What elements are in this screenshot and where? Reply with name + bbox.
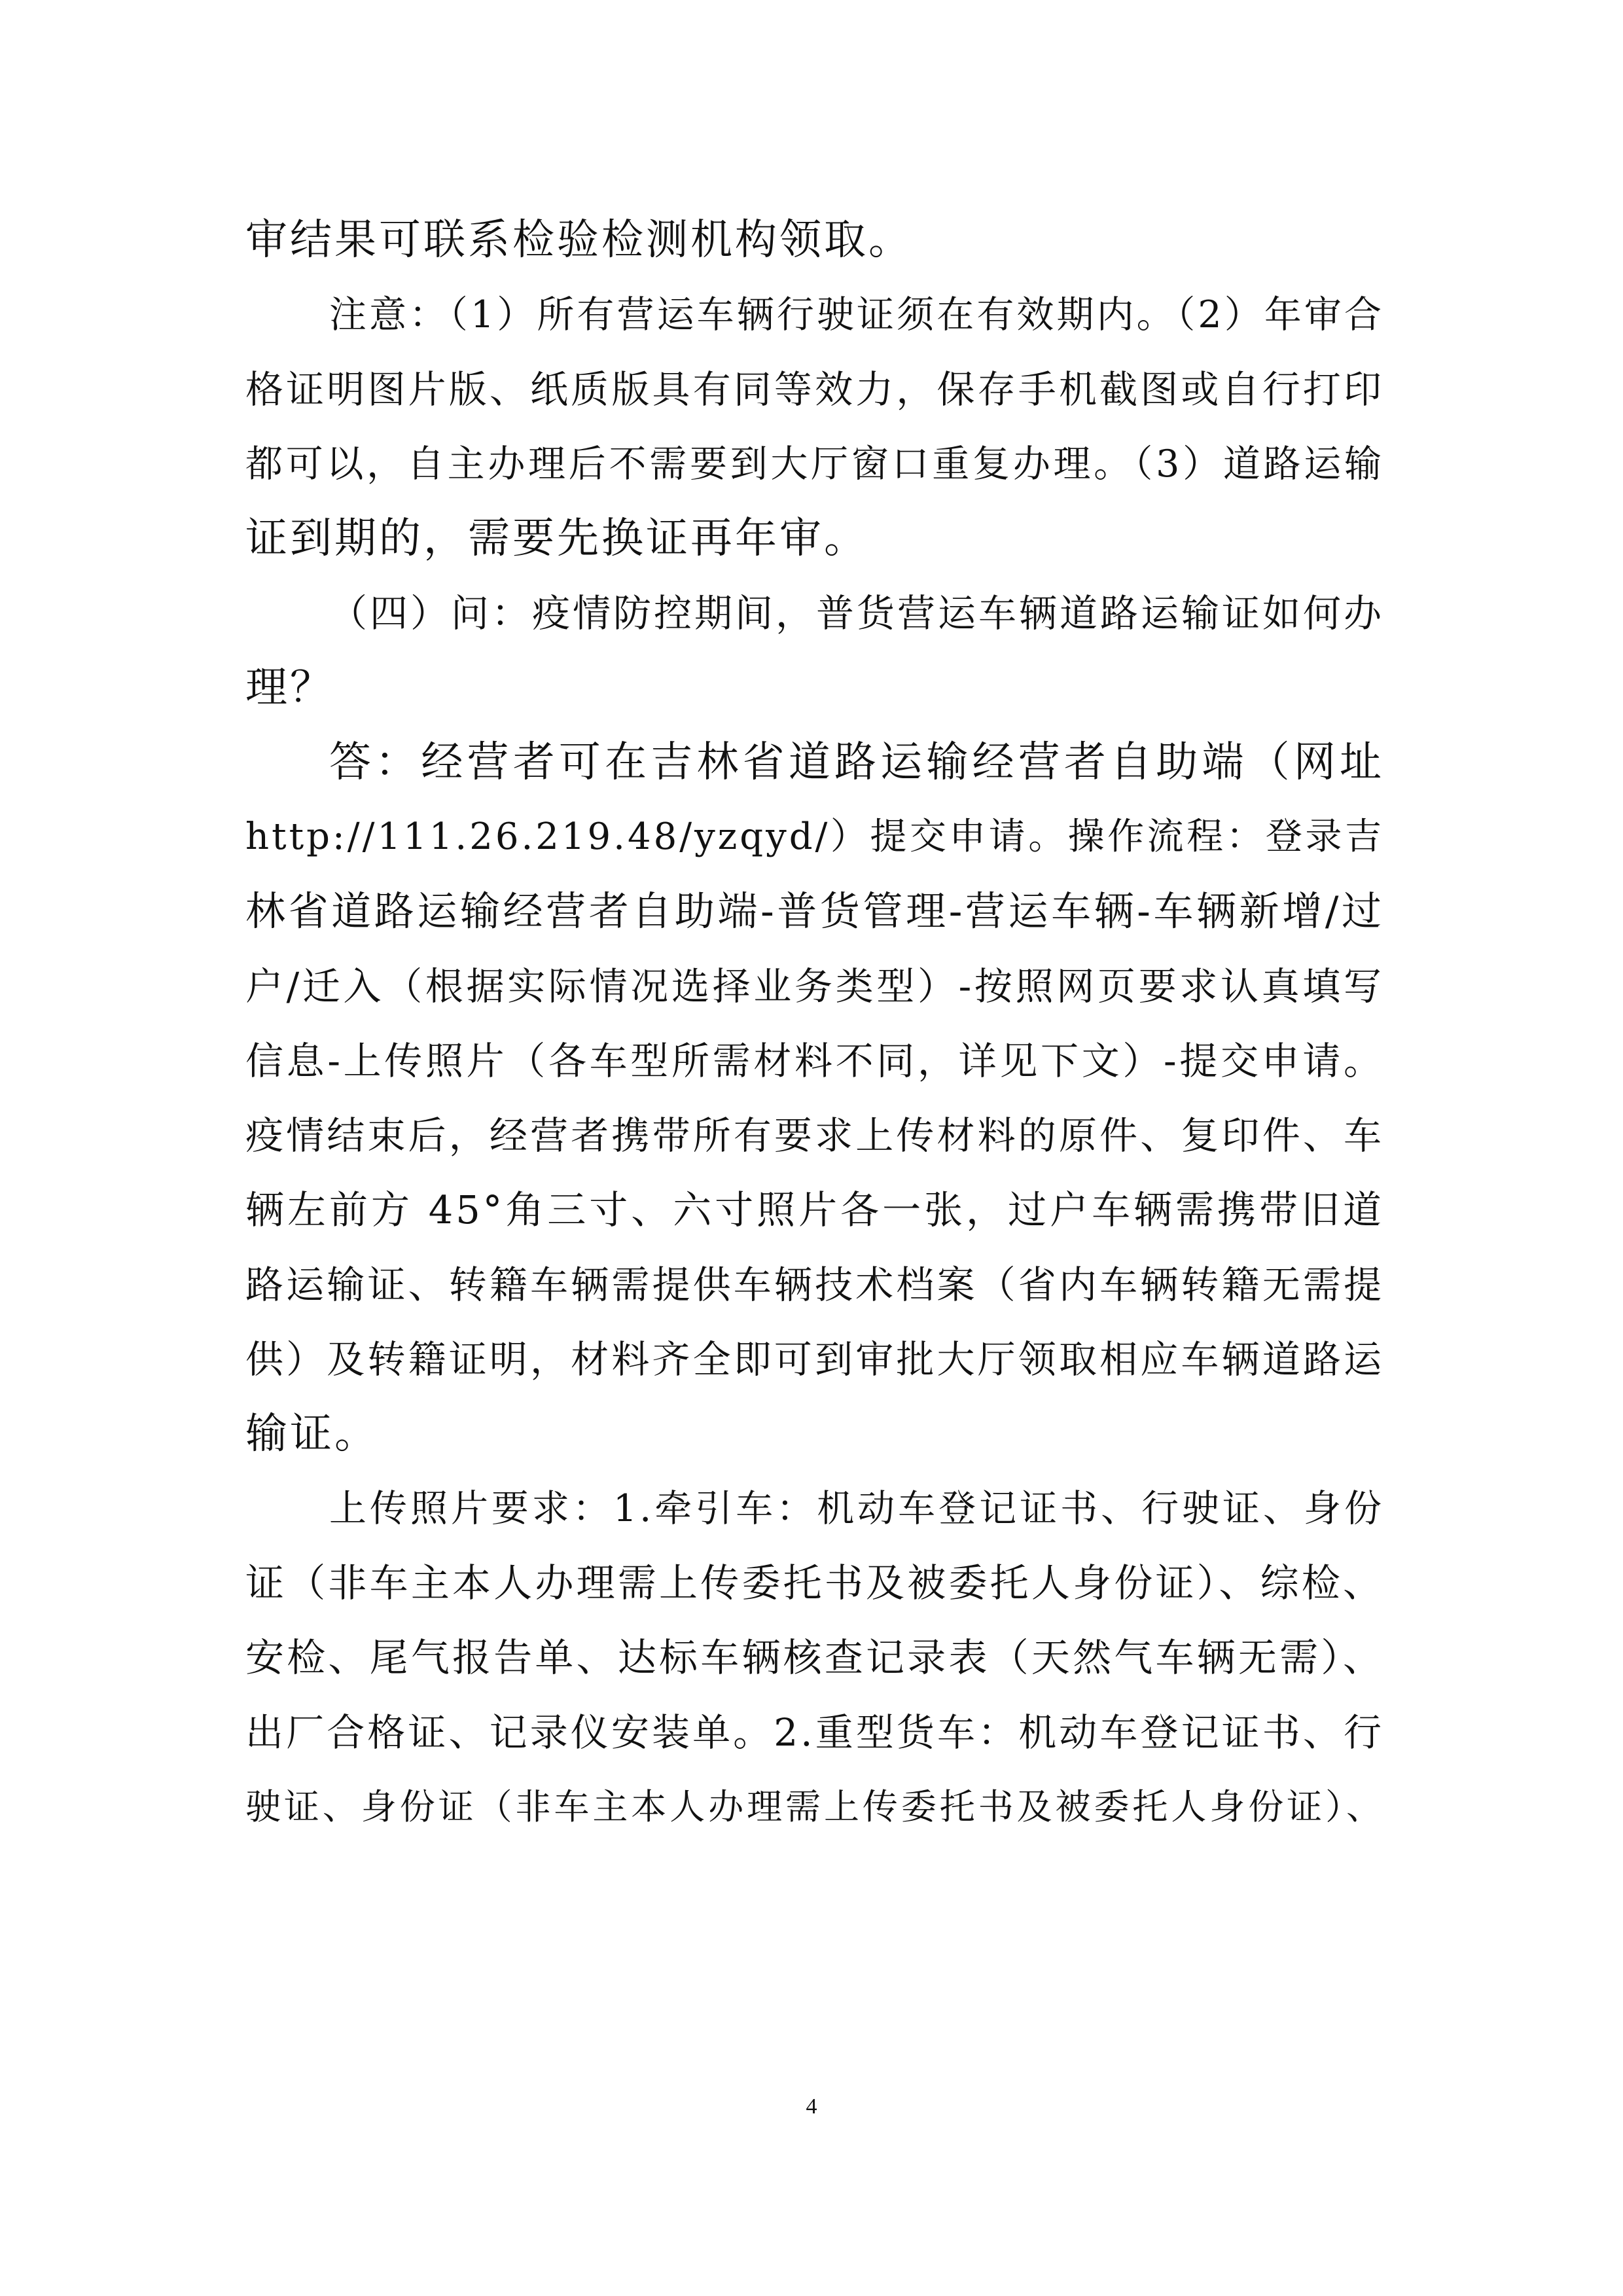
body-text [245,203,1384,1844]
text-line: 证到期的，需要先换证再年审。 [245,514,868,563]
text-line: 供）及转籍证明，材料齐全即可到审批大厅领取相应车辆道路运 [245,1337,1384,1382]
text-line: （四）问：疫情防控期间，普货营运车辆道路运输证如何办 [329,591,1385,636]
text-line: 输证。 [245,1410,379,1458]
text-line: 上传照片要求：1.牵引车：机动车登记证书、行驶证、身份 [329,1487,1384,1530]
text-line: http://111.26.219.48/yzqyd/）提交申请。操作流程：登录吉 [245,816,1384,858]
text-line: 答：经营者可在吉林省道路运输经营者自助端（网址 [329,738,1384,787]
text-line: 证（非车主本人办理需上传委托书及被委托人身份证）、综检、 [245,1560,1384,1605]
text-line: 辆左前方 45°角三寸、六寸照片各一张，过户车辆需携带旧道 [245,1187,1384,1232]
text-line: 林省道路运输经营者自助端-普货管理-营运车辆-车辆新增/过 [245,888,1384,935]
text-line: 信息-上传照片（各车型所需材料不同，详见下文）-提交申请。 [245,1039,1384,1083]
text-line: 路运输证、转籍车辆需提供车辆技术档案（省内车辆转籍无需提 [245,1263,1384,1307]
text-line: 驶证、身份证（非车主本人办理需上传委托书及被委托人身份证）、 [245,1786,1384,1827]
text-line: 安检、尾气报告单、达标车辆核查记录表（天然气车辆无需）、 [245,1635,1384,1680]
text-line: 疫情结束后，经营者携带所有要求上传材料的原件、复印件、车 [245,1113,1384,1158]
text-line: 理？ [245,664,334,712]
text-line: 户/迁入（根据实际情况选择业务类型）-按照网页要求认真填写 [245,964,1384,1009]
text-line: 注意：（1）所有营运车辆行驶证须在有效期内。（2）年审合 [329,293,1384,336]
text-line: 都可以，自主办理后不需要到大厅窗口重复办理。（3）道路运输 [245,442,1384,486]
text-line: 出厂合格证、记录仪安装单。2.重型货车：机动车登记证书、行 [245,1710,1384,1755]
text-line: 格证明图片版、纸质版具有同等效力，保存手机截图或自行打印 [245,367,1384,412]
page-number: 4 [806,2094,817,2119]
text-line: 审结果可联系检验检测机构领取。 [245,216,913,264]
